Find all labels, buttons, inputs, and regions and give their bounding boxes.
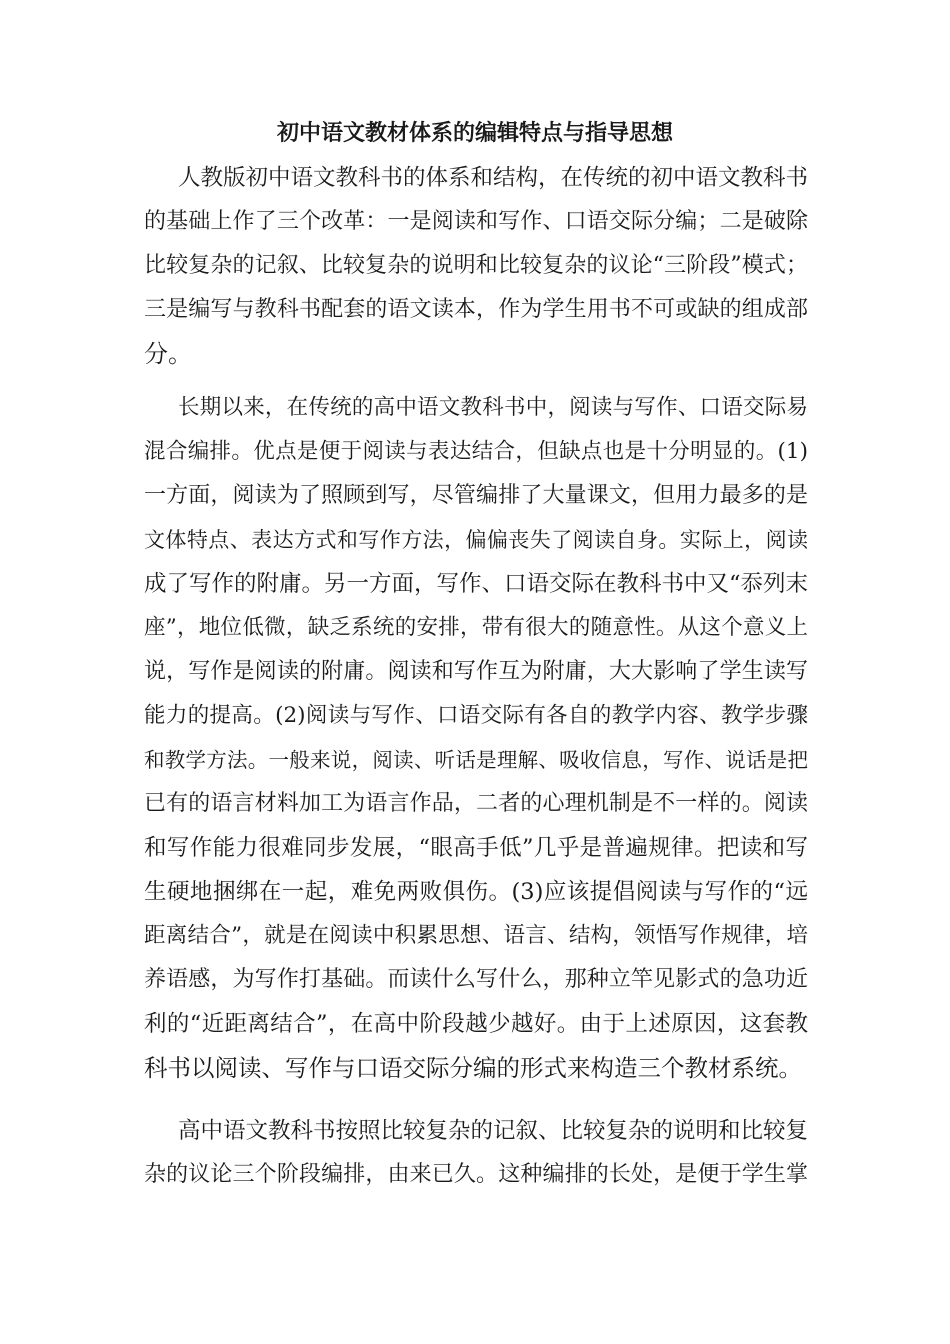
- paragraph-2-line-4: 文体特点、表达方式和写作方法，偏偏丧失了阅读自身。实际上，阅读: [144, 528, 808, 552]
- paragraph-2-line-3: 一方面，阅读为了照顾到写，尽管编排了大量课文，但用力最多的是: [144, 483, 808, 508]
- paragraph-2-line-11: 和写作能力很难同步发展，“眼高手低”几乎是普遍规律。把读和写: [144, 835, 808, 861]
- paragraph-2-line-13: 距离结合”，就是在阅读中积累思想、语言、结构，领悟写作规律，培: [144, 923, 808, 948]
- paragraph-3-line-2: 杂的议论三个阶段编排，由来已久。这种编排的长处，是便于学生掌: [144, 1162, 808, 1187]
- paragraph-2-line-2: 混合编排。优点是便于阅读与表达结合，但缺点也是十分明显的。(1): [144, 439, 808, 464]
- paragraph-1-line-3: 比较复杂的记叙、比较复杂的说明和比较复杂的议论“三阶段”模式；: [144, 253, 808, 278]
- paragraph-1-line-5: 分。: [144, 340, 192, 368]
- paragraph-2-line-9: 和教学方法。一般来说，阅读、听话是理解、吸收信息，写作、说话是把: [144, 748, 808, 772]
- paragraph-2-line-6: 座”，地位低微，缺乏系统的安排，带有很大的随意性。从这个意义上: [144, 615, 808, 640]
- paragraph-1-line-2: 的基础上作了三个改革：一是阅读和写作、口语交际分编；二是破除: [144, 209, 808, 234]
- paragraph-1-line-4: 三是编写与教科书配套的语文读本，作为学生用书不可或缺的组成部: [144, 297, 808, 322]
- paragraph-2-line-5: 成了写作的附庸。另一方面，写作、口语交际在教科书中又“忝列末: [144, 571, 809, 597]
- paragraph-2-line-8: 能力的提高。(2)阅读与写作、口语交际有各自的教学内容、教学步骤: [144, 703, 808, 728]
- document-title: 初中语文教材体系的编辑特点与指导思想: [276, 120, 673, 146]
- paragraph-2-line-14: 养语感，为写作打基础。而读什么写什么，那种立竿见影式的急功近: [144, 967, 808, 992]
- paragraph-1-line-1: 人教版初中语文教科书的体系和结构，在传统的初中语文教科书: [178, 165, 809, 191]
- paragraph-2-line-16: 科书以阅读、写作与口语交际分编的形式来构造三个教材系统。: [144, 1054, 802, 1082]
- paragraph-3-line-1: 高中语文教科书按照比较复杂的记叙、比较复杂的说明和比较复: [178, 1118, 809, 1144]
- paragraph-2-line-1: 长期以来，在传统的高中语文教科书中，阅读与写作、口语交际易: [178, 395, 808, 420]
- paragraph-2-line-12: 生硬地捆绑在一起，难免两败俱伤。(3)应该提倡阅读与写作的“远: [144, 879, 808, 905]
- paragraph-2-line-10: 已有的语言材料加工为语言作品，二者的心理机制是不一样的。阅读: [144, 791, 808, 816]
- paragraph-2-line-15: 利的“近距离结合”，在高中阶段越少越好。由于上述原因，这套教: [144, 1011, 808, 1037]
- paragraph-2-line-7: 说，写作是阅读的附庸。阅读和写作互为附庸，大大影响了学生读写: [144, 659, 808, 684]
